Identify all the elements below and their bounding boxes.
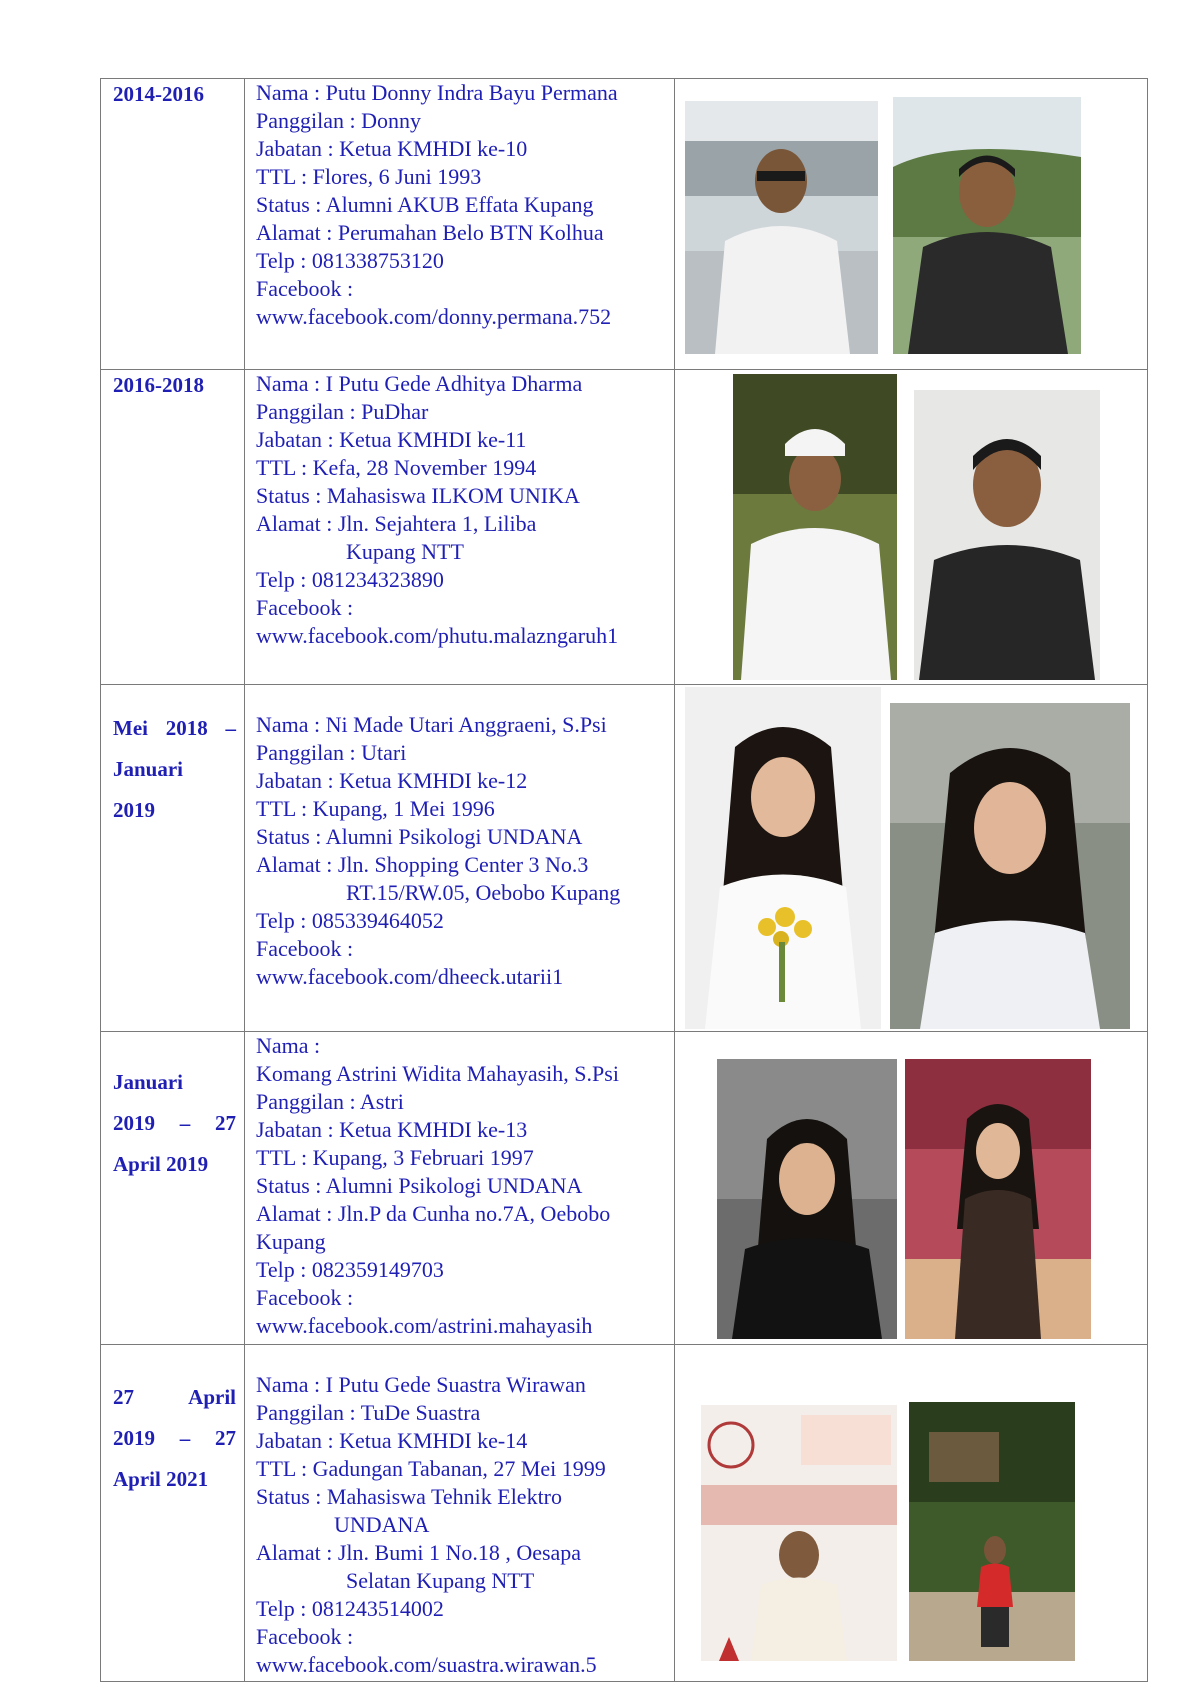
info-cell (245, 1032, 675, 1345)
member-photo (685, 687, 881, 1029)
address-line-2: RT.15/RW.05, Oebobo Kupang (346, 880, 621, 905)
info-cell (245, 1345, 675, 1682)
name-label: Nama : (256, 1033, 321, 1058)
status-line: Status : Alumni AKUB Effata Kupang (256, 192, 594, 217)
status-line: Status : Alumni Psikologi UNDANA (256, 824, 583, 849)
address-line: Alamat : Jln. Sejahtera 1, Liliba (256, 511, 537, 536)
period-label: 27 April 2019 – 27 April 2021 (113, 1385, 236, 1491)
period-label: 2016-2018 (113, 373, 204, 397)
name-line: Nama : Putu Donny Indra Bayu Permana (256, 80, 618, 105)
nickname-line: Panggilan : Utari (256, 740, 407, 765)
address-line: Alamat : Perumahan Belo BTN Kolhua (256, 220, 604, 245)
info-cell (245, 370, 675, 685)
facebook-url[interactable]: www.facebook.com/suastra.wirawan.5 (256, 1652, 597, 1677)
member-info (245, 1345, 674, 1679)
nickname-line: Panggilan : Donny (256, 108, 421, 133)
nickname-line: Panggilan : TuDe Suastra (256, 1400, 481, 1425)
info-cell (245, 685, 675, 1032)
nickname-line: Panggilan : PuDhar (256, 399, 429, 424)
period-cell (101, 685, 245, 1032)
address-line-2: Kupang NTT (346, 539, 464, 564)
photo-cell (675, 370, 1148, 685)
facebook-url[interactable]: www.facebook.com/donny.permana.752 (256, 304, 612, 329)
member-photo (717, 1059, 897, 1339)
address-line: Alamat : Jln. Shopping Center 3 No.3 (256, 852, 589, 877)
period-label: Januari 2019 – 27 April 2019 (113, 1070, 236, 1176)
member-photo (909, 1402, 1075, 1661)
facebook-label: Facebook : (256, 936, 354, 961)
facebook-label: Facebook : (256, 595, 354, 620)
table-row (101, 1345, 1148, 1682)
table-row (101, 685, 1148, 1032)
facebook-url[interactable]: www.facebook.com/astrini.mahayasih (256, 1313, 593, 1338)
photo-cell (675, 1032, 1148, 1345)
status-line: Status : Mahasiswa Tehnik Elektro (256, 1484, 563, 1509)
position-line: Jabatan : Ketua KMHDI ke-13 (256, 1117, 528, 1142)
position-line: Jabatan : Ketua KMHDI ke-10 (256, 136, 528, 161)
member-photo (893, 97, 1081, 354)
period-cell (101, 1032, 245, 1345)
status-line: Status : Alumni Psikologi UNDANA (256, 1173, 583, 1198)
member-photo (701, 1405, 897, 1661)
photo-cell (675, 685, 1148, 1032)
phone-line: Telp : 081338753120 (256, 248, 444, 273)
phone-line: Telp : 081234323890 (256, 567, 444, 592)
photo-cell (675, 1345, 1148, 1682)
facebook-url[interactable]: www.facebook.com/dheeck.utarii1 (256, 964, 564, 989)
facebook-url[interactable]: www.facebook.com/phutu.malazngaruh1 (256, 623, 619, 648)
member-info (245, 685, 674, 991)
table-row (101, 370, 1148, 685)
name-line: Nama : Ni Made Utari Anggraeni, S.Psi (256, 712, 607, 737)
period-label: Mei 2018 – Januari 2019 (113, 716, 236, 822)
position-line: Jabatan : Ketua KMHDI ke-11 (256, 427, 527, 452)
period-cell (101, 370, 245, 685)
facebook-label: Facebook : (256, 1285, 354, 1310)
birth-line: TTL : Flores, 6 Juni 1993 (256, 164, 482, 189)
position-line: Jabatan : Ketua KMHDI ke-12 (256, 768, 528, 793)
phone-line: Telp : 081243514002 (256, 1596, 444, 1621)
table-row (101, 79, 1148, 370)
name-line: Komang Astrini Widita Mahayasih, S.Psi (256, 1061, 619, 1086)
period-label: 2014-2016 (113, 82, 204, 106)
member-photo (905, 1059, 1091, 1339)
address-line: Alamat : Jln. Bumi 1 No.18 , Oesapa (256, 1540, 582, 1565)
member-info (245, 79, 674, 331)
period-cell (101, 1345, 245, 1682)
name-line: Nama : I Putu Gede Adhitya Dharma (256, 371, 583, 396)
member-photo (685, 101, 878, 354)
phone-line: Telp : 082359149703 (256, 1257, 444, 1282)
position-line: Jabatan : Ketua KMHDI ke-14 (256, 1428, 528, 1453)
member-info (245, 370, 674, 650)
birth-line: TTL : Gadungan Tabanan, 27 Mei 1999 (256, 1456, 606, 1481)
status-line-2: UNDANA (334, 1512, 430, 1537)
info-cell (245, 79, 675, 370)
member-photo (733, 374, 897, 680)
table-row (101, 1032, 1148, 1345)
address-line-2: Kupang (256, 1229, 326, 1254)
facebook-label: Facebook : (256, 1624, 354, 1649)
facebook-label: Facebook : (256, 276, 354, 301)
leaders-table (100, 78, 1148, 1682)
member-info (245, 1032, 674, 1340)
phone-line: Telp : 085339464052 (256, 908, 444, 933)
birth-line: TTL : Kupang, 3 Februari 1997 (256, 1145, 534, 1170)
address-line-2: Selatan Kupang NTT (346, 1568, 535, 1593)
member-photo (890, 703, 1130, 1029)
period-cell (101, 79, 245, 370)
birth-line: TTL : Kupang, 1 Mei 1996 (256, 796, 495, 821)
name-line: Nama : I Putu Gede Suastra Wirawan (256, 1372, 586, 1397)
status-line: Status : Mahasiswa ILKOM UNIKA (256, 483, 580, 508)
member-photo (914, 390, 1100, 680)
nickname-line: Panggilan : Astri (256, 1089, 404, 1114)
photo-cell (675, 79, 1148, 370)
address-line: Alamat : Jln.P da Cunha no.7A, Oebobo (256, 1201, 611, 1226)
birth-line: TTL : Kefa, 28 November 1994 (256, 455, 537, 480)
